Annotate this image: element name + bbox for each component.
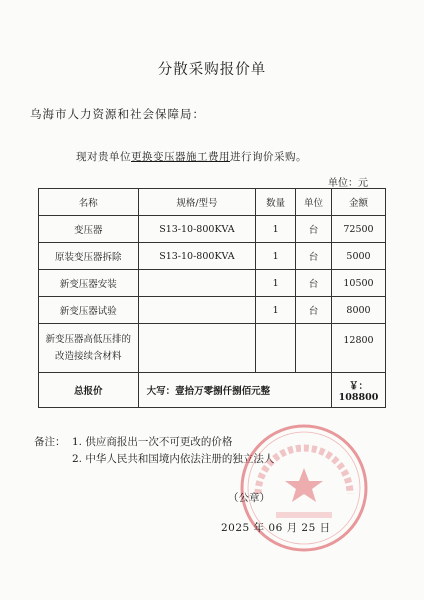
note-item: 2. 中华人民共和国境内依法注册的独立法人 [72, 453, 275, 465]
item-name: 新变压器试验 [39, 297, 139, 324]
header-name: 名称 [39, 189, 139, 216]
item-unit: 台 [296, 243, 332, 270]
intro-text [76, 149, 307, 164]
table-row [39, 297, 386, 324]
quotation-table [38, 188, 386, 408]
item-unit: 台 [296, 297, 332, 324]
currency-unit: 单位：元 [328, 178, 368, 189]
table-row [39, 324, 386, 373]
header-unit: 单位 [296, 189, 332, 216]
item-qty: 1 [256, 216, 296, 243]
item-spec: S13-10-800KVA [138, 243, 256, 270]
item-spec [138, 270, 256, 297]
intro-suffix: 进行询价采购。 [230, 151, 307, 163]
item-unit: 台 [296, 270, 332, 297]
item-unit [296, 324, 332, 373]
item-qty: 1 [256, 243, 296, 270]
item-name: 原装变压器拆除 [39, 243, 139, 270]
addressee: 乌海市人力资源和社会保障局： [30, 107, 205, 121]
note-item: 1. 供应商报出一次不可更改的价格 [72, 436, 233, 448]
table-row [39, 270, 386, 297]
item-amount: 72500 [332, 216, 386, 243]
total-in-words: 大写：壹拾万零捌仟捌佰元整 [138, 373, 331, 408]
item-name [39, 324, 139, 373]
item-amount: 10500 [332, 270, 386, 297]
item-amount: 8000 [332, 297, 386, 324]
project-name: 更换变压器施工费用 [131, 151, 230, 163]
item-amount: 12800 [332, 324, 386, 373]
item-spec: S13-10-800KVA [138, 216, 256, 243]
notes-label: 备注： [34, 436, 66, 448]
item-name-line1: 新变压器高低压排的 [45, 334, 132, 345]
item-name-line2: 改造接续含材料 [55, 351, 122, 362]
document-date: 2025 年 06 月 25 日 [221, 522, 331, 534]
item-qty: 1 [256, 297, 296, 324]
item-name: 变压器 [39, 216, 139, 243]
total-label: 总报价 [39, 373, 139, 408]
seal-note: （公章） [228, 492, 270, 504]
header-amount: 金额 [332, 189, 386, 216]
total-amount: ￥：108800 [332, 373, 386, 408]
intro-prefix: 现对贵单位 [76, 151, 131, 163]
header-qty: 数量 [256, 189, 296, 216]
table-row [39, 216, 386, 243]
total-row [39, 373, 386, 408]
item-spec [138, 297, 256, 324]
item-qty: 1 [256, 270, 296, 297]
item-amount: 5000 [332, 243, 386, 270]
table-row [39, 243, 386, 270]
item-name: 新变压器安装 [39, 270, 139, 297]
item-spec [138, 324, 256, 373]
document-title: 分散采购报价单 [157, 62, 267, 78]
table-header-row [39, 189, 386, 216]
header-spec: 规格/型号 [138, 189, 256, 216]
item-unit: 台 [296, 216, 332, 243]
item-qty [256, 324, 296, 373]
